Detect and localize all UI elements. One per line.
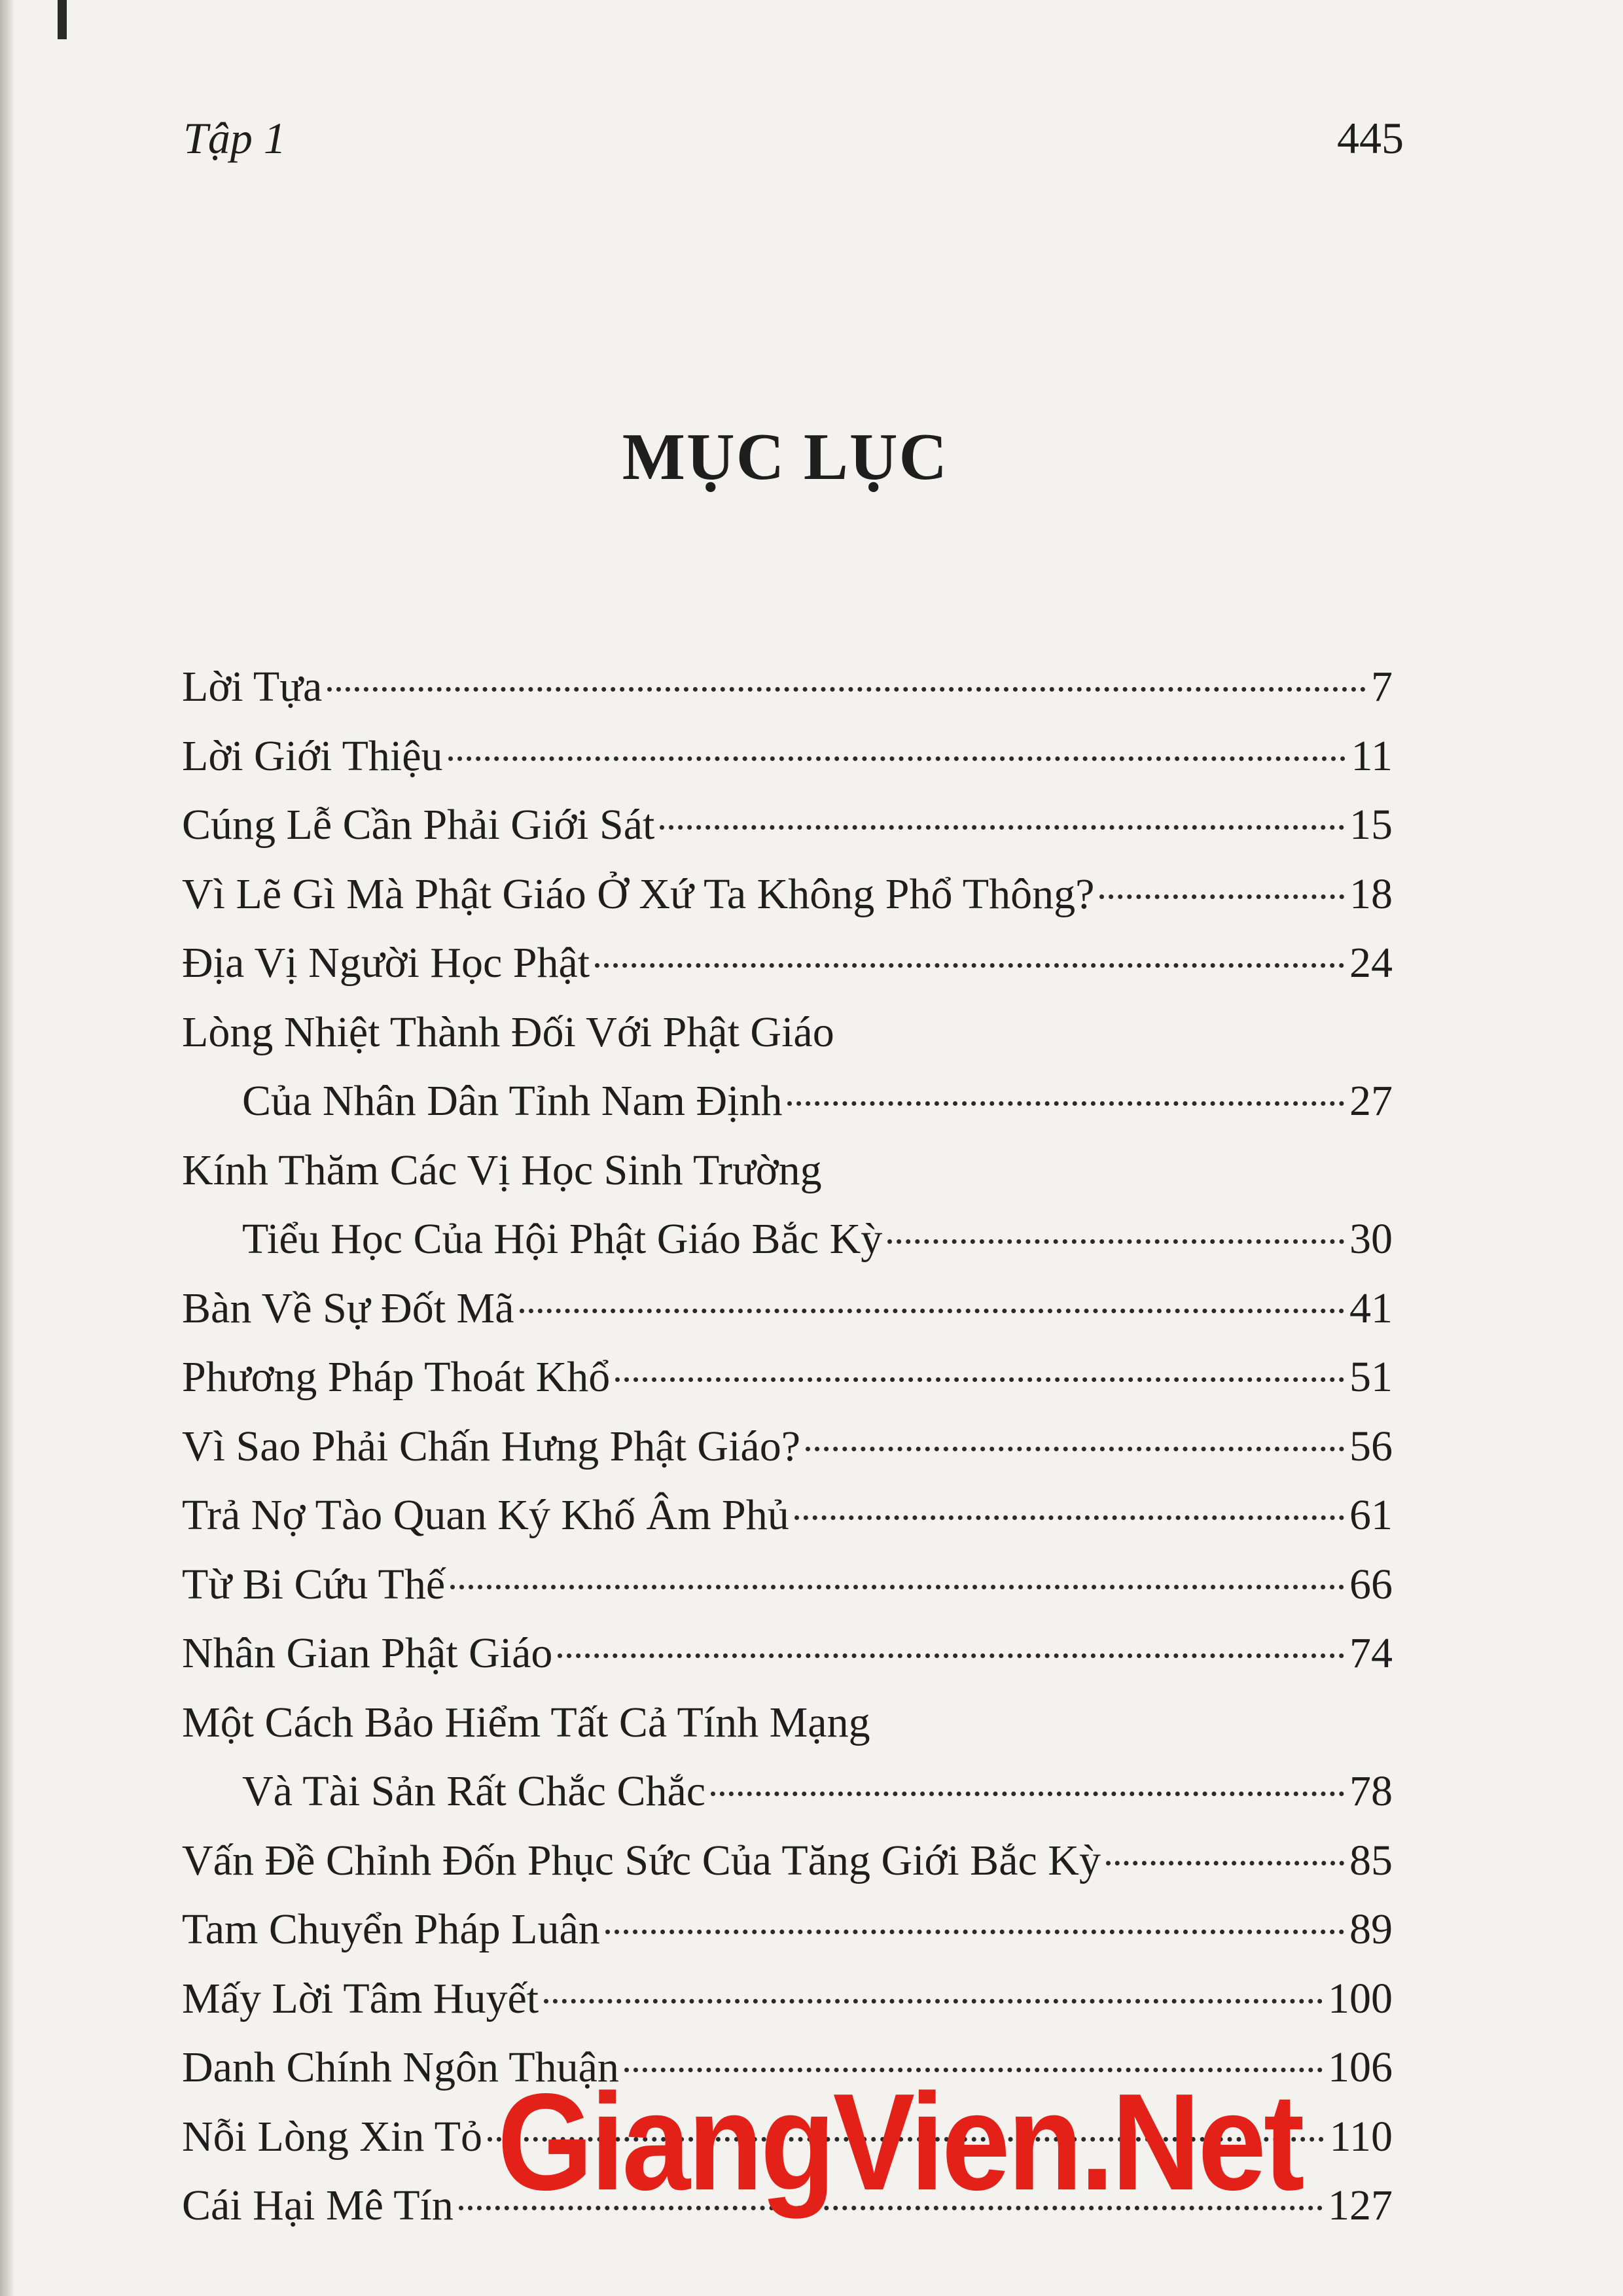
dot-leader — [450, 1585, 1344, 1589]
toc-entry-title: Danh Chính Ngôn Thuận — [182, 2043, 619, 2091]
toc-entry — [182, 862, 1393, 927]
toc-entry-page: 127 — [1328, 2181, 1393, 2229]
toc-entry-title: Phương Pháp Thoát Khổ — [182, 1353, 611, 1401]
toc-entry-title: Vì Sao Phải Chấn Hưng Phật Giáo? — [182, 1422, 801, 1470]
toc-entry-title: Nỗi Lòng Xin Tỏ — [182, 2112, 482, 2161]
toc-entry-title: Vấn Đề Chỉnh Đốn Phục Sức Của Tăng Giới Bắc Kỳ — [182, 1836, 1101, 1884]
binding-mark — [58, 0, 67, 39]
toc-entry-page: 89 — [1349, 1905, 1393, 1953]
page-spine-shadow — [0, 0, 14, 2296]
toc-entry — [182, 1276, 1393, 1341]
toc-entry — [182, 1207, 1393, 1272]
toc-entry-page: 85 — [1349, 1836, 1393, 1884]
toc-entry-page: 18 — [1349, 870, 1393, 918]
dot-leader — [711, 1792, 1344, 1796]
toc-entry — [182, 1966, 1393, 2032]
toc-entry-title: Cái Hại Mê Tín — [182, 2181, 454, 2229]
toc-entry — [182, 930, 1393, 996]
toc-entry — [182, 1000, 1393, 1065]
toc-entry — [182, 1483, 1393, 1548]
toc-entry-page: 41 — [1349, 1284, 1393, 1332]
toc-entry-title: Và Tài Sản Rất Chắc Chắc — [242, 1767, 706, 1815]
dot-leader — [595, 963, 1344, 968]
dot-leader — [520, 1309, 1344, 1313]
page-title: MỤC LỤC — [622, 420, 949, 494]
toc-entry — [182, 1897, 1393, 1962]
dot-leader — [794, 1515, 1344, 1520]
toc-entry-page: 78 — [1349, 1767, 1393, 1815]
dot-leader — [327, 687, 1366, 692]
toc-entry-page: 106 — [1328, 2043, 1393, 2091]
toc-entry-title: Tam Chuyển Pháp Luân — [182, 1905, 600, 1953]
toc-entry-page: 15 — [1349, 801, 1393, 849]
toc-entry-title: Vì Lẽ Gì Mà Phật Giáo Ở Xứ Ta Không Phổ Thông? — [182, 870, 1095, 918]
dot-leader — [605, 1930, 1344, 1934]
dot-leader — [787, 1101, 1344, 1106]
toc-entry-page: 24 — [1349, 939, 1393, 987]
dot-leader — [1106, 1861, 1344, 1865]
dot-leader — [558, 1653, 1344, 1658]
toc-entry-page: 11 — [1351, 732, 1393, 780]
dot-leader — [806, 1447, 1344, 1451]
toc-entry-title: Tiểu Học Của Hội Phật Giáo Bắc Kỳ — [242, 1215, 883, 1263]
toc-entry — [182, 654, 1393, 720]
toc-entry-page: 61 — [1349, 1491, 1393, 1539]
toc-entry-page: 51 — [1349, 1353, 1393, 1401]
toc-entry — [182, 1552, 1393, 1617]
toc-entry — [182, 792, 1393, 858]
toc-entry-page: 30 — [1349, 1215, 1393, 1263]
toc-entry — [182, 1759, 1393, 1824]
toc-entry-title: Trả Nợ Tào Quan Ký Khố Âm Phủ — [182, 1491, 789, 1539]
toc-entry-page: 66 — [1349, 1560, 1393, 1608]
toc-entry-title: Lời Tựa — [182, 663, 323, 711]
toc-entry-title: Kính Thăm Các Vị Học Sinh Trường — [182, 1146, 822, 1194]
running-head — [183, 113, 1404, 178]
dot-leader — [660, 825, 1344, 830]
watermark-logo: GiangVien.Net — [497, 2064, 1302, 2219]
toc-entry-page: 100 — [1328, 1974, 1393, 2022]
toc-entry — [182, 1690, 1393, 1756]
toc-entry-title: Lời Giới Thiệu — [182, 732, 443, 780]
dot-leader — [544, 1999, 1323, 2004]
page-number: 445 — [1337, 113, 1404, 163]
toc-entry-title: Bàn Về Sự Đốt Mã — [182, 1284, 514, 1332]
toc-entry-title: Lòng Nhiệt Thành Đối Với Phật Giáo — [182, 1008, 834, 1056]
toc-entry — [182, 1621, 1393, 1686]
toc-entry — [182, 724, 1393, 789]
toc-entry-page: 27 — [1349, 1077, 1393, 1125]
toc-entry — [182, 1828, 1393, 1894]
dot-leader — [448, 756, 1346, 761]
toc-entry-page: 56 — [1349, 1422, 1393, 1470]
volume-label: Tập 1 — [183, 113, 286, 163]
toc-entry — [182, 1345, 1393, 1410]
toc-entry-title: Cúng Lễ Cần Phải Giới Sát — [182, 801, 655, 849]
toc-entry-page: 74 — [1349, 1629, 1393, 1677]
dot-leader — [615, 1377, 1344, 1382]
toc-entry-page: 110 — [1329, 2112, 1393, 2161]
toc-entry-title: Một Cách Bảo Hiểm Tất Cả Tính Mạng — [182, 1698, 870, 1746]
toc-entry-title: Của Nhân Dân Tỉnh Nam Định — [242, 1077, 783, 1125]
toc-entry-page: 7 — [1371, 663, 1393, 711]
toc-entry-title: Địa Vị Người Học Phật — [182, 939, 590, 987]
dot-leader — [1099, 894, 1344, 899]
toc-entry — [182, 1414, 1393, 1479]
toc-entry-title: Mấy Lời Tâm Huyết — [182, 1974, 539, 2022]
toc-entry-title: Nhân Gian Phật Giáo — [182, 1629, 553, 1677]
toc-entry-title: Từ Bi Cứu Thế — [182, 1560, 446, 1608]
toc-entry — [182, 1069, 1393, 1134]
dot-leader — [887, 1239, 1344, 1244]
toc-entry — [182, 1138, 1393, 1203]
